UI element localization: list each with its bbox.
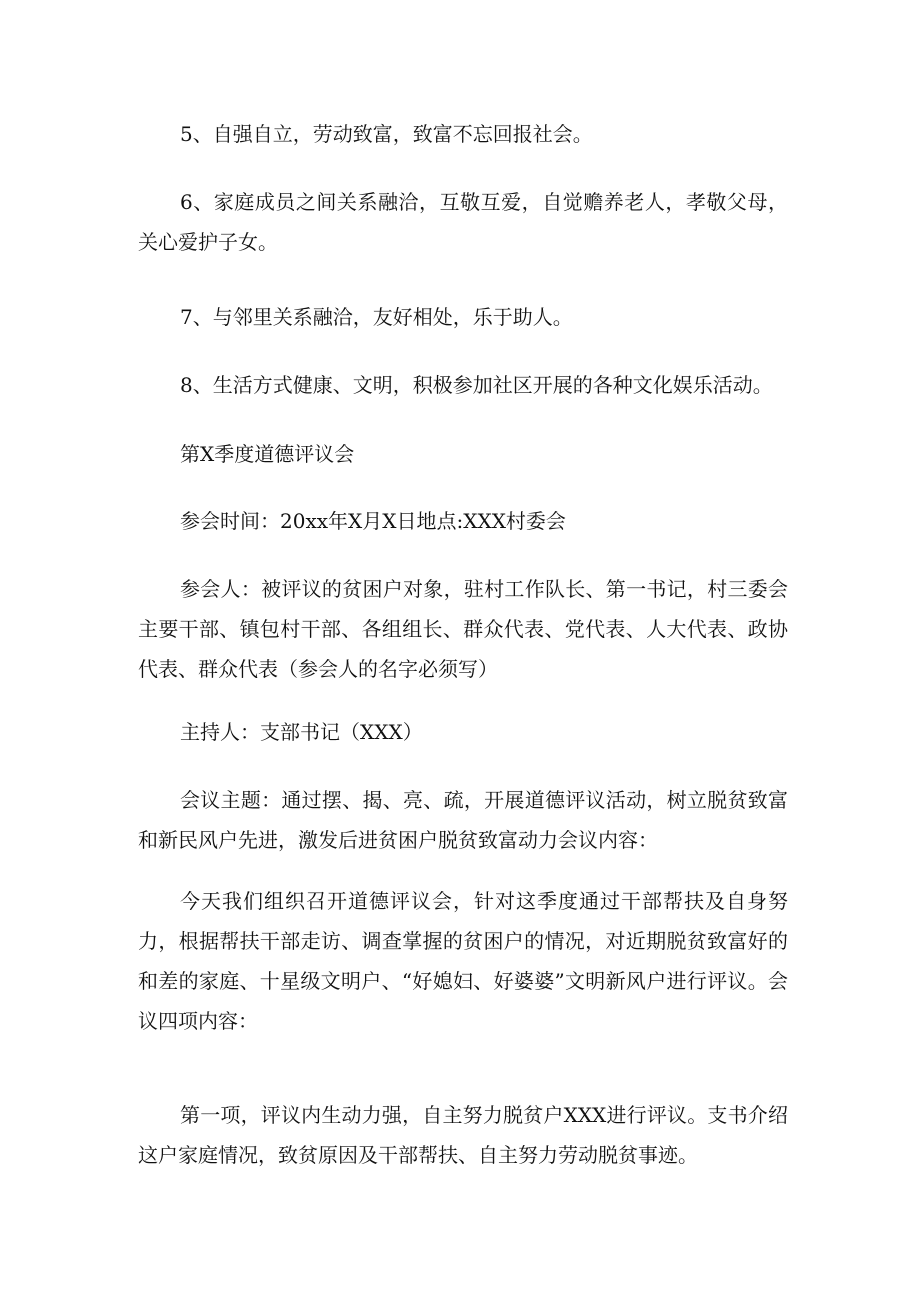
meeting-theme: 会议主题：通过摆、揭、亮、疏，开展道德评议活动，树立脱贫致富和新民风户先进，激发后进贫困户脱贫致富动力会议内容： [138,788,788,852]
paragraph-item-5: 5、自强自立，劳动致富，致富不忘回报社会。 [180,122,593,146]
meeting-title: 第X季度道德评议会 [180,442,355,466]
agenda-item-one: 第一项，评议内生动力强，自主努力脱贫户XXX进行评议。支书介绍这户家庭情况，致贫原因及干部帮扶、自主努力劳动脱贫事迹。 [138,1103,788,1167]
meeting-time-location: 参会时间：20xx年X月X日地点:XXX村委会 [180,509,566,533]
meeting-opening-remarks: 今天我们组织召开道德评议会，针对这季度通过干部帮扶及自身努力，根据帮扶干部走访、调查掌握的贫困户的情况，对近期脱贫致富好的和差的家庭、十星级文明户、“好媳妇、好婆婆”文明新风户进行评议。会议四项内容： [138,889,788,1033]
meeting-attendees: 参会人：被评议的贫困户对象，驻村工作队长、第一书记，村三委会主要干部、镇包村干部、各组组长、群众代表、党代表、人大代表、政协代表、群众代表（参会人的名字必须写） [138,577,788,681]
paragraph-item-8: 8、生活方式健康、文明，积极参加社区开展的各种文化娱乐活动。 [180,373,773,397]
paragraph-item-7: 7、与邻里关系融洽，友好相处，乐于助人。 [180,305,573,329]
meeting-host: 主持人：支部书记（XXX） [180,720,423,744]
paragraph-item-6: 6、家庭成员之间关系融洽，互敬互爱，自觉赡养老人，孝敬父母，关心爱护子女。 [138,190,788,254]
